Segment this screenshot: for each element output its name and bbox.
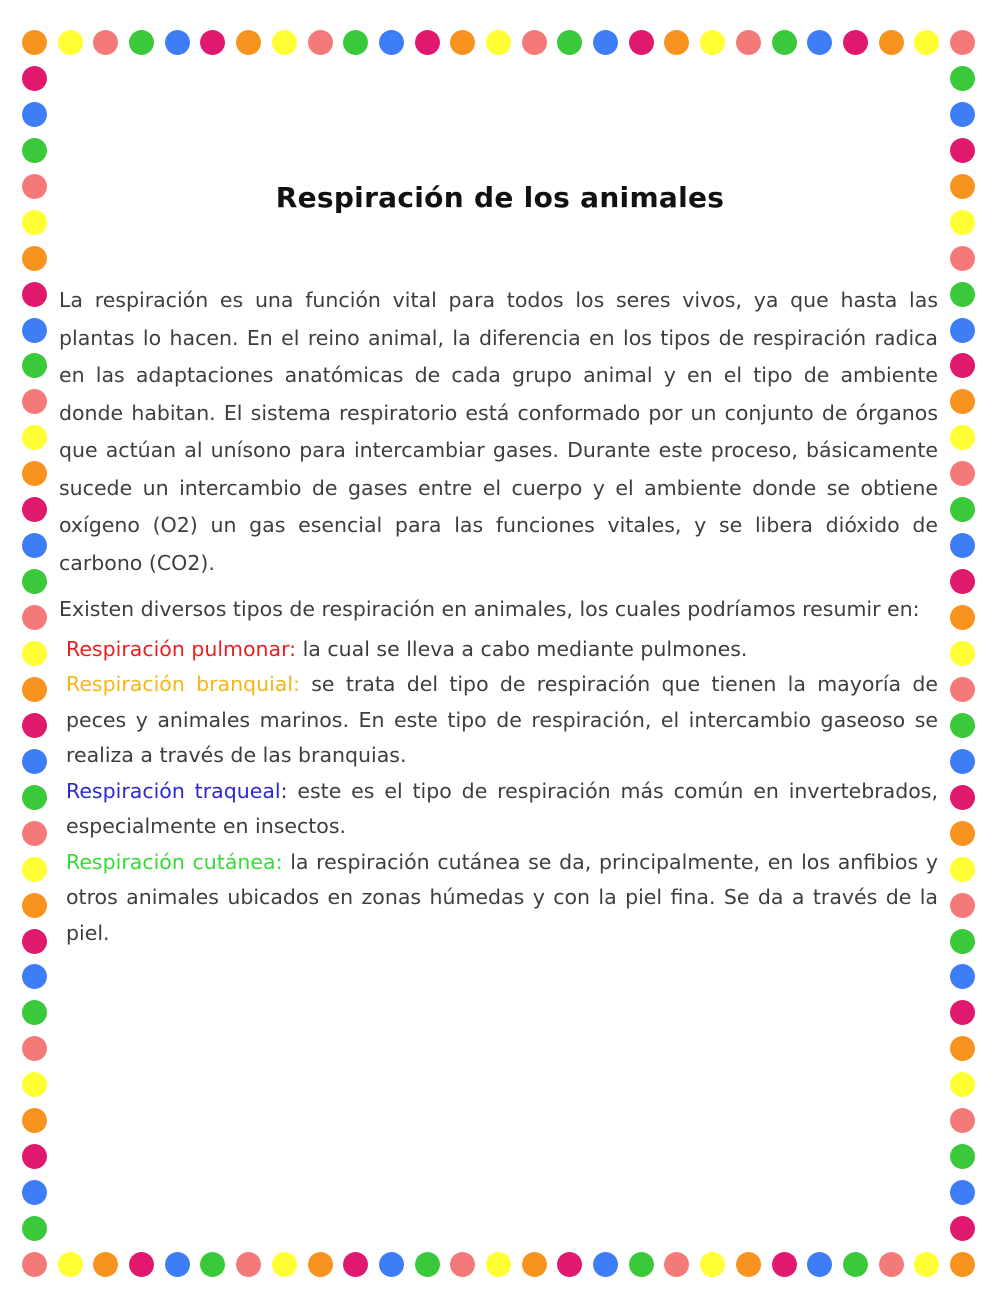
border-dot — [379, 30, 404, 55]
border-dot — [950, 66, 975, 91]
border-dot — [165, 30, 190, 55]
border-dot — [415, 1252, 440, 1277]
border-dot — [950, 1072, 975, 1097]
border-dot — [950, 389, 975, 414]
border-dot — [129, 1252, 154, 1277]
border-dot — [629, 1252, 654, 1277]
border-dot — [879, 30, 904, 55]
border-dot — [950, 1180, 975, 1205]
border-dot — [22, 821, 47, 846]
border-dot — [22, 318, 47, 343]
type-item-pulmonar — [66, 632, 938, 668]
page-title: Respiración de los animales — [275, 180, 725, 214]
border-dot — [593, 30, 618, 55]
border-dot — [22, 533, 47, 558]
border-dot — [736, 30, 761, 55]
type-term: Respiración cutánea: — [66, 849, 283, 874]
border-dot — [700, 1252, 725, 1277]
border-dot — [415, 30, 440, 55]
border-dot — [200, 30, 225, 55]
border-dot — [236, 30, 261, 55]
border-dot — [950, 893, 975, 918]
border-dot — [22, 1036, 47, 1061]
border-dot — [272, 30, 297, 55]
border-dot — [950, 641, 975, 666]
border-dot — [22, 66, 47, 91]
border-dot — [772, 1252, 797, 1277]
border-dot — [22, 713, 47, 738]
border-dot — [950, 677, 975, 702]
border-dot — [22, 30, 47, 55]
border-dot — [950, 102, 975, 127]
type-item-branquial — [66, 667, 938, 774]
border-dot — [93, 1252, 118, 1277]
border-dot — [950, 821, 975, 846]
border-dot — [450, 30, 475, 55]
border-dot — [22, 1252, 47, 1277]
border-dot — [736, 1252, 761, 1277]
border-dot — [700, 30, 725, 55]
border-dot — [22, 749, 47, 774]
type-description: se trata del tipo de respiración que tienen la mayoría de peces y animales marinos. En este tipo de respiración, el intercambio gaseoso se realiza a través de las branquias. — [66, 672, 938, 767]
border-dot — [22, 929, 47, 954]
border-dot — [22, 569, 47, 594]
border-dot — [165, 1252, 190, 1277]
border-dot — [450, 1252, 475, 1277]
border-dot — [950, 461, 975, 486]
type-item-cutanea — [66, 845, 938, 952]
border-dot — [22, 1072, 47, 1097]
border-dot — [593, 1252, 618, 1277]
border-dot — [950, 713, 975, 738]
border-dot — [200, 1252, 225, 1277]
border-dot — [272, 1252, 297, 1277]
types-intro-paragraph: Existen diversos tipos de respiración en animales, los cuales podríamos resumir en: — [59, 597, 920, 621]
type-term: Respiración traqueal — [66, 778, 281, 803]
border-dot — [129, 30, 154, 55]
border-dot — [950, 1036, 975, 1061]
border-dot — [914, 1252, 939, 1277]
border-dot — [807, 30, 832, 55]
border-dot — [22, 461, 47, 486]
border-dot — [557, 30, 582, 55]
border-dot — [343, 1252, 368, 1277]
border-dot — [950, 929, 975, 954]
border-dot — [950, 1144, 975, 1169]
type-description: la cual se lleva a cabo mediante pulmones. — [296, 636, 748, 661]
document-body — [59, 282, 938, 951]
border-dot — [772, 30, 797, 55]
border-dot — [843, 30, 868, 55]
border-dot — [557, 1252, 582, 1277]
border-dot — [22, 425, 47, 450]
border-dot — [879, 1252, 904, 1277]
border-dot — [950, 497, 975, 522]
border-dot — [22, 353, 47, 378]
border-dot — [22, 282, 47, 307]
border-dot — [22, 1144, 47, 1169]
border-dot — [843, 1252, 868, 1277]
border-dot — [22, 677, 47, 702]
border-dot — [22, 1108, 47, 1133]
border-dot — [22, 641, 47, 666]
border-dot — [308, 30, 333, 55]
type-description: la respiración cutánea se da, principalmente, en los anfibios y otros animales ubicados en zonas húmedas y con la piel fina. Se da a través de la piel. — [66, 849, 938, 945]
border-dot — [22, 1180, 47, 1205]
border-dot — [950, 533, 975, 558]
border-dot — [950, 138, 975, 163]
border-dot — [58, 1252, 83, 1277]
border-dot — [664, 1252, 689, 1277]
border-dot — [343, 30, 368, 55]
type-term: Respiración pulmonar: — [66, 636, 297, 661]
border-dot — [58, 30, 83, 55]
border-dot — [236, 1252, 261, 1277]
border-dot — [950, 857, 975, 882]
border-dot — [379, 1252, 404, 1277]
border-dot — [22, 102, 47, 127]
border-dot — [486, 1252, 511, 1277]
border-dot — [22, 1000, 47, 1025]
border-dot — [950, 1216, 975, 1241]
border-dot — [950, 569, 975, 594]
border-dot — [950, 605, 975, 630]
border-dot — [950, 1252, 975, 1277]
border-dot — [22, 964, 47, 989]
border-dot — [22, 785, 47, 810]
border-dot — [522, 1252, 547, 1277]
border-dot — [22, 389, 47, 414]
border-dot — [914, 30, 939, 55]
border-dot — [22, 857, 47, 882]
border-dot — [308, 1252, 333, 1277]
border-dot — [950, 246, 975, 271]
border-dot — [22, 1216, 47, 1241]
border-dot — [950, 749, 975, 774]
border-dot — [950, 30, 975, 55]
respiration-types-list — [59, 632, 938, 952]
border-dot — [22, 246, 47, 271]
border-dot — [22, 138, 47, 163]
border-dot — [522, 30, 547, 55]
intro-paragraph: La respiración es una función vital para todos los seres vivos, ya que hasta las plantas lo hacen. En el reino animal, la diferencia en los tipos de respiración radica en las adaptaciones anatómicas de cada grupo animal y en el tipo de ambiente donde habitan. El sistema respiratorio está conformado por un conjunto de órganos que actúan al unísono para intercambiar gases. Durante este proceso, básicamente sucede un intercambio de gases entre el cuerpo y el ambiente donde se obtiene oxígeno (O2) un gas esencial para las funciones vitales, y se libera dióxido de carbono (CO2). — [59, 288, 938, 575]
border-dot — [950, 282, 975, 307]
border-dot — [950, 1000, 975, 1025]
type-item-traqueal — [66, 774, 938, 845]
border-dot — [807, 1252, 832, 1277]
border-dot — [22, 497, 47, 522]
border-dot — [22, 605, 47, 630]
border-dot — [486, 30, 511, 55]
border-dot — [950, 785, 975, 810]
border-dot — [93, 30, 118, 55]
border-dot — [950, 318, 975, 343]
border-dot — [950, 964, 975, 989]
border-dot — [664, 30, 689, 55]
border-dot — [950, 1108, 975, 1133]
type-term: Respiración branquial: — [66, 672, 300, 696]
type-description: : este es el tipo de respiración más común en invertebrados, especialmente en insectos. — [66, 778, 938, 838]
border-dot — [22, 893, 47, 918]
border-dot — [629, 30, 654, 55]
border-dot — [950, 425, 975, 450]
border-dot — [950, 353, 975, 378]
